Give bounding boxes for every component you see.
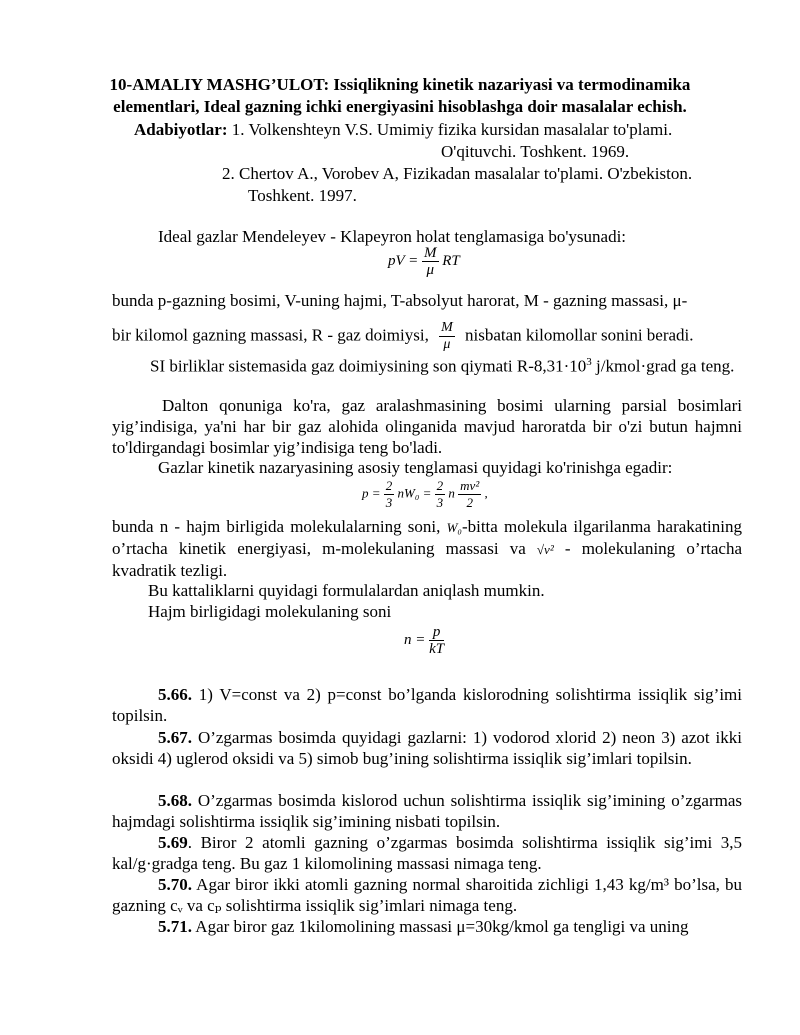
fraction-mv2 bbox=[458, 478, 481, 511]
title-line-2: elementlari, Ideal gazning ichki energiyasini hisoblashga doir masalalar echish. bbox=[113, 97, 687, 116]
problem-number: 5.71. bbox=[158, 917, 192, 936]
problem-text: Agar biror gaz 1kilomolining massasi μ=30kg/kmol ga tengligi va uning bbox=[192, 917, 689, 936]
problem-5-71 bbox=[112, 916, 742, 937]
formula-text: p = bbox=[362, 485, 381, 501]
formula-text: nW₀ = bbox=[397, 485, 432, 501]
problem-5-67 bbox=[112, 727, 742, 769]
fraction-numerator: mv² bbox=[460, 478, 480, 493]
formula-text: , bbox=[484, 485, 488, 501]
paragraph-definitions-2 bbox=[112, 320, 694, 353]
paragraph-formulas-intro: Bu kattaliklarni quyidagi formulalardan aniqlash mumkin. bbox=[148, 581, 545, 600]
text-span: bir kilomol gazning massasi, R - gaz doimiysi, bbox=[112, 325, 429, 345]
text-span: bunda n - hajm birligida molekulalarning soni, bbox=[112, 517, 441, 536]
problem-5-69 bbox=[112, 832, 742, 874]
formula-clapeyron bbox=[388, 245, 460, 278]
problem-5-66 bbox=[112, 684, 742, 726]
text-span: - molekulaning o’rtacha kvadratik tezligi. bbox=[112, 539, 743, 580]
title-line-1: 10-AMALIY MASHG’ULOT: Issiqlikning kinetik nazariyasi va termodinamika bbox=[109, 75, 691, 94]
fraction-ratio bbox=[439, 320, 455, 353]
text-span: SI birliklar sistemasida gaz doimiysining son qiymati R-8,31·10 bbox=[150, 356, 587, 376]
problem-text: O’zgarmas bosimda quyidagi gazlarni: 1) vodorod xlorid 2) neon 3) azot ikki oksidi 4) uglerod oksidi va 5) simob bug’ining solishtirma issiqlik sig’imlari topilsin. bbox=[112, 728, 742, 768]
problem-text: . Biror 2 atomli gazning o’zgarmas bosimda solishtirma issiqlik sig’imi 3,5 kal/g·gradga teng. Bu gaz 1 kilomolining massasi nimaga teng. bbox=[112, 833, 742, 873]
fraction-numerator: 2 bbox=[385, 478, 393, 493]
literature-line-1 bbox=[134, 119, 672, 141]
paragraph-mendeleyev: Ideal gazlar Mendeleyev - Klapeyron holat tenglamasiga bo'ysunadi: bbox=[158, 227, 627, 246]
paragraph-number-density: Hajm birligidagi molekulaning soni bbox=[148, 602, 392, 621]
superscript: 3 bbox=[586, 356, 592, 368]
fraction-denominator: 3 bbox=[385, 495, 393, 510]
problem-5-68 bbox=[112, 790, 742, 832]
literature-item-2-cont: Toshkent. 1997. bbox=[248, 186, 357, 205]
problem-5-70 bbox=[112, 874, 742, 916]
fraction-denominator: kT bbox=[429, 641, 445, 657]
problem-number: 5.70. bbox=[158, 875, 192, 894]
fraction-numerator: M bbox=[441, 320, 453, 335]
problem-text: Agar biror ikki atomli gazning normal sharoitida zichligi 1,43 kg/m³ bo’lsa, bu gazning cᵥ va cₚ solishtirma issiqlik sig’imlari nimaga teng. bbox=[112, 875, 742, 915]
fraction-denominator: μ bbox=[426, 262, 435, 278]
text-span: Dalton qonuniga ko'ra, gaz aralashmasining bosimi ularning parsial bosimlari yig’indisiga, ya'ni har bir gaz alohida olinganida mavjud haroratda bir o'zi butun hajmni to'ldirgandagi bosimlar yig’indisiga teng bo'ladi. bbox=[112, 396, 742, 457]
problem-text: 1) V=const va 2) p=const bo’lganda kislorodning solishtirma issiqlik sig’imi topilsin. bbox=[112, 685, 742, 725]
formula-number-density bbox=[404, 624, 444, 657]
formula-text: n bbox=[448, 485, 455, 501]
text-span: -bitta molekula ilgarilanma harakatining o’rtacha kinetik energiyasi, m-molekulaning massasi va bbox=[112, 517, 742, 558]
fraction-numerator: p bbox=[429, 624, 444, 641]
problem-number: 5.67. bbox=[158, 728, 192, 747]
text-span: nisbatan kilomollar sonini beradi. bbox=[465, 325, 694, 345]
literature-item-1: 1. Volkenshteyn V.S. Umimiy fizika kursidan masalalar to'plami. bbox=[227, 120, 673, 139]
fraction-m-mu bbox=[422, 245, 439, 278]
fraction-denominator: 2 bbox=[466, 495, 473, 510]
fraction-two-thirds bbox=[435, 478, 446, 511]
fraction-denominator: μ bbox=[443, 337, 451, 352]
formula-text: RT bbox=[442, 252, 460, 269]
paragraph-kinetic-theory: Gazlar kinetik nazaryasining asosiy tenglamasi quyidagi ko'rinishga egadir: bbox=[158, 458, 673, 477]
fraction-p-kt bbox=[429, 624, 444, 657]
symbol-w0: W₀ bbox=[446, 520, 462, 535]
problem-number: 5.69 bbox=[158, 833, 188, 852]
formula-kinetic bbox=[362, 478, 488, 511]
fraction-two-thirds bbox=[384, 478, 395, 511]
paragraph-kinetic-definitions bbox=[112, 516, 742, 581]
text-span: j/kmol·grad ga teng. bbox=[591, 356, 735, 376]
paragraph-gas-constant bbox=[112, 352, 742, 377]
literature-label: Adabiyotlar: bbox=[134, 120, 228, 139]
literature-item-1-cont: O'qituvchi. Toshkent. 1969. bbox=[441, 142, 630, 161]
paragraph-definitions-1: bunda p-gazning bosimi, V-uning hajmi, T-absolyut harorat, M - gazning massasi, μ- bbox=[112, 291, 688, 310]
formula-text: n = bbox=[404, 631, 426, 648]
symbol-root-v2: √v² bbox=[536, 542, 554, 557]
problem-number: 5.66. bbox=[158, 685, 192, 704]
problem-number: 5.68. bbox=[158, 791, 192, 810]
fraction-numerator: 2 bbox=[436, 478, 444, 493]
problem-text: O’zgarmas bosimda kislorod uchun solishtirma issiqlik sig’imining o’zgarmas hajmdagi solishtirma issiqlik sig’imining nisbati topilsin. bbox=[112, 791, 742, 831]
fraction-denominator: 3 bbox=[436, 495, 444, 510]
literature-item-2: 2. Chertov A., Vorobev A, Fizikadan masalalar to'plami. O'zbekiston. bbox=[222, 164, 693, 183]
fraction-numerator: M bbox=[424, 245, 437, 261]
paragraph-dalton bbox=[112, 395, 742, 458]
formula-text: pV = bbox=[388, 252, 419, 269]
